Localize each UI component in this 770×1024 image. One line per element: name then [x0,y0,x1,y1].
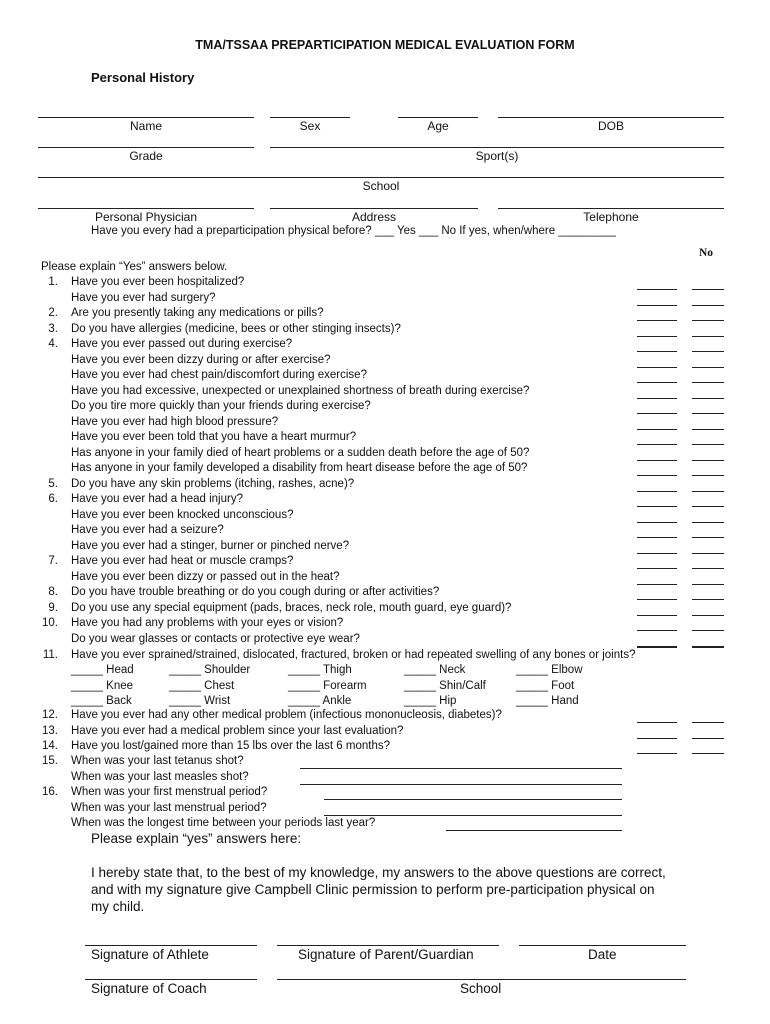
age-label: Age [427,119,449,133]
no-answer-blank[interactable] [692,568,724,569]
question-text: Have you ever had a stinger, burner or pinched nerve? [71,539,350,552]
question-text: Have you ever had high blood pressure? [71,415,279,428]
no-answer-blank[interactable] [692,429,724,430]
date-line[interactable] [519,945,686,946]
yes-answer-blank[interactable] [637,305,677,306]
date-answer-line[interactable] [300,784,622,785]
date-label: Date [588,947,617,962]
yes-answer-blank[interactable] [637,413,677,414]
body-part-option[interactable]: _____ Head [71,664,134,676]
question-number: 2. [48,307,58,319]
physician-line[interactable] [38,208,254,209]
no-answer-blank[interactable] [692,506,724,507]
question-text: Have you had any problems with your eyes or vision? [71,617,344,629]
age-line[interactable] [398,117,478,118]
yes-answer-blank[interactable] [637,584,677,585]
body-part-option[interactable]: _____ Back [71,695,132,707]
no-answer-blank[interactable] [692,320,724,321]
attestation-text: I hereby state that, to the best of my knowledge, my answers to the above questions are correct, and with my signature give Campbell Clinic permission to perform pre-participation physical on my child. [91,865,666,914]
question-text: Do you wear glasses or contacts or protective eye wear? [71,632,360,645]
question-text: When was the longest time between your periods last year? [71,817,376,829]
question-number: 13. [42,724,58,737]
question-text: Are you presently taking any medications or pills? [71,307,324,319]
body-part-option[interactable]: _____ Thigh [288,664,352,676]
date-answer-line[interactable] [324,799,622,800]
question-text: Do you have trouble breathing or do you cough during or after activities? [71,586,440,598]
question-number: 6. [48,493,58,505]
body-part-option[interactable]: _____ Neck [404,664,466,676]
no-answer-blank[interactable] [692,382,724,383]
yes-answer-blank[interactable] [637,553,677,554]
yes-answer-blank[interactable] [637,398,677,399]
sports-line[interactable] [270,147,724,148]
yes-answer-blank[interactable] [637,522,677,523]
body-part-option[interactable]: _____ Hand [516,695,579,707]
question-text: Have you ever had a medical problem since your last evaluation? [71,724,404,737]
no-answer-blank[interactable] [692,722,724,723]
no-answer-blank[interactable] [692,475,724,476]
address-line[interactable] [270,208,478,209]
yes-answer-blank[interactable] [637,382,677,383]
coach-signature-line[interactable] [85,979,257,980]
question-text: When was your last measles shot? [71,770,249,783]
date-answer-line[interactable] [324,815,622,816]
question-text: When was your last tetanus shot? [71,755,244,767]
no-answer-blank[interactable] [692,599,724,600]
question-text: Have you ever been knocked unconscious? [71,508,294,521]
question-text: Have you ever had a seizure? [71,524,224,536]
body-part-option[interactable]: _____ Shin/Calf [404,679,486,692]
body-part-option[interactable]: _____ Wrist [169,695,231,707]
question-text: Do you use any special equipment (pads, braces, neck role, mouth guard, eye guard)? [71,601,512,614]
question-text: When was your first menstrual period? [71,786,268,798]
yes-answer-blank[interactable] [637,615,677,616]
yes-answer-blank[interactable] [637,460,677,461]
yes-answer-blank[interactable] [637,647,677,648]
no-answer-blank[interactable] [692,460,724,461]
question-number: 4. [48,338,58,350]
no-answer-blank[interactable] [692,553,724,554]
question-number: 12. [42,709,58,721]
address-label: Address [351,210,397,224]
question-text: Have you ever been told that you have a heart murmur? [71,431,357,443]
no-answer-blank[interactable] [692,615,724,616]
no-column-header: No [699,247,714,259]
no-answer-blank[interactable] [692,289,724,290]
question-text: When was your last menstrual period? [71,801,267,814]
name-label: Name [129,119,162,133]
question-number: 7. [48,555,58,567]
date-answer-line[interactable] [446,830,622,831]
physician-label: Personal Physician [94,210,198,224]
question-text: Have you had excessive, unexpected or unexplained shortness of breath during exercise? [71,384,530,397]
question-text: Have you ever had a head injury? [71,493,243,505]
body-part-option[interactable]: _____ Knee [71,679,134,692]
no-answer-blank[interactable] [692,537,724,538]
question-text: Do you have any skin problems (itching, rashes, acne)? [71,477,355,490]
no-answer-blank[interactable] [692,305,724,306]
school-label: School [362,179,400,193]
sex-label: Sex [299,119,321,133]
telephone-line[interactable] [498,208,724,209]
question-number: 11. [42,649,58,661]
yes-answer-blank[interactable] [637,429,677,430]
school-signature-line[interactable] [277,979,686,980]
question-number: 9. [48,601,58,614]
parent-signature-line[interactable] [277,945,499,946]
no-answer-blank[interactable] [692,491,724,492]
yes-answer-blank[interactable] [637,367,677,368]
question-number: 15. [42,755,58,767]
no-answer-blank[interactable] [692,398,724,399]
yes-answer-blank[interactable] [637,351,677,352]
explain-yes-label: Please explain “yes” answers here: [91,831,302,846]
question-number: 8. [48,586,58,598]
name-line[interactable] [38,117,254,118]
question-number: 14. [42,740,58,752]
question-text: Has anyone in your family developed a disability from heart disease before the age of 50? [71,462,528,474]
yes-answer-blank[interactable] [637,630,677,631]
body-part-option[interactable]: _____ Forearm [288,679,367,692]
question-text: Do you tire more quickly than your friends during exercise? [71,400,371,412]
school-signature-label: School [460,981,502,996]
body-part-option[interactable]: _____ Elbow [516,664,583,676]
body-part-option[interactable]: _____ Hip [404,695,457,707]
question-text: Have you ever had heat or muscle cramps? [71,555,294,567]
grade-line[interactable] [38,147,254,148]
yes-answer-blank[interactable] [637,475,677,476]
question-number: 1. [48,276,58,288]
yes-answer-blank[interactable] [637,444,677,445]
question-text: Have you ever been dizzy or passed out in the heat? [71,570,340,583]
yes-answer-blank[interactable] [637,289,677,290]
form-title: TMA/TSSAA PREPARTICIPATION MEDICAL EVALUATION FORM [195,38,575,52]
parent-signature-label: Signature of Parent/Guardian [298,947,474,962]
yes-answer-blank[interactable] [637,336,677,337]
no-answer-blank[interactable] [692,444,724,445]
athlete-signature-label: Signature of Athlete [91,947,209,962]
yes-answer-blank[interactable] [637,506,677,507]
yes-answer-blank[interactable] [637,599,677,600]
school-line[interactable] [38,177,724,178]
question-text: Have you ever had surgery? [71,291,216,304]
question-number: 3. [48,322,58,335]
no-answer-blank[interactable] [692,753,724,754]
telephone-label: Telephone [583,210,639,224]
date-answer-line[interactable] [300,768,622,769]
yes-answer-blank[interactable] [637,320,677,321]
prior-physical-question: Have you every had a preparticipation physical before? ___ Yes ___ No If yes, when/where _________ [91,225,616,237]
body-part-option[interactable]: _____ Chest [169,679,235,692]
no-answer-blank[interactable] [692,413,724,414]
yes-answer-blank[interactable] [637,537,677,538]
yes-answer-blank[interactable] [637,491,677,492]
grade-label: Grade [129,149,163,163]
question-text: Do you have allergies (medicine, bees or other stinging insects)? [71,322,401,335]
question-11-text: Have you ever sprained/strained, dislocated, fractured, broken or had repeated swelling of any bones or joints? [71,649,636,661]
question-text: Have you lost/gained more than 15 lbs over the last 6 months? [71,740,390,752]
no-answer-blank[interactable] [692,647,724,648]
question-number: 5. [48,477,58,490]
body-part-option[interactable]: _____ Foot [516,679,575,692]
section-heading: Personal History [91,70,195,85]
question-number: 10. [42,617,58,629]
question-text: Have you ever had any other medical problem (infectious mononucleosis, diabetes)? [71,709,502,721]
body-part-option[interactable]: _____ Ankle [288,695,352,707]
question-number: 16. [42,786,58,798]
no-answer-blank[interactable] [692,336,724,337]
explain-intro: Please explain “Yes” answers below. [41,261,228,273]
athlete-signature-line[interactable] [85,945,257,946]
dob-line[interactable] [498,117,724,118]
yes-answer-blank[interactable] [637,568,677,569]
question-text: Have you ever been dizzy during or after exercise? [71,353,331,366]
yes-answer-blank[interactable] [637,722,677,723]
no-answer-blank[interactable] [692,630,724,631]
no-answer-blank[interactable] [692,738,724,739]
yes-answer-blank[interactable] [637,738,677,739]
question-text: Have you ever passed out during exercise? [71,338,293,350]
sex-line[interactable] [270,117,350,118]
no-answer-blank[interactable] [692,522,724,523]
coach-signature-label: Signature of Coach [91,981,207,996]
sports-label: Sport(s) [475,149,519,163]
question-text: Have you ever had chest pain/discomfort during exercise? [71,369,367,381]
no-answer-blank[interactable] [692,351,724,352]
no-answer-blank[interactable] [692,584,724,585]
body-part-option[interactable]: _____ Shoulder [169,664,251,676]
dob-label: DOB [597,119,624,133]
no-answer-blank[interactable] [692,367,724,368]
yes-answer-blank[interactable] [637,753,677,754]
question-text: Have you ever been hospitalized? [71,276,245,288]
question-text: Has anyone in your family died of heart problems or a sudden death before the age of 50? [71,446,530,459]
